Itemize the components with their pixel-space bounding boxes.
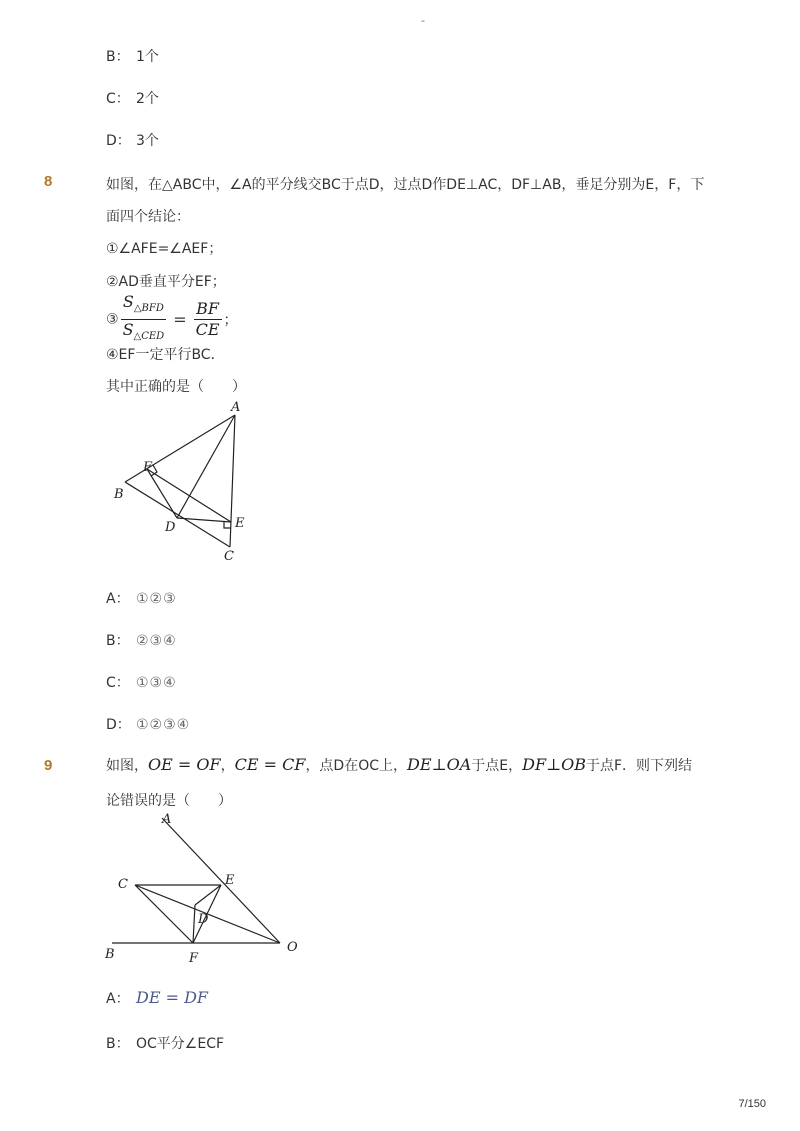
label-b: B — [105, 947, 115, 962]
option-value: ①③④ — [136, 675, 177, 691]
q9-stem-line1 — [106, 755, 692, 775]
q8-question: 其中正确的是（ ） — [106, 379, 246, 395]
q9-option-a[interactable] — [106, 988, 208, 1008]
label-c: C — [224, 549, 234, 564]
area-ratio-fraction — [121, 293, 167, 346]
label-f: F — [143, 460, 153, 475]
conclusion-3-prefix: ③ — [106, 311, 119, 328]
q8-option-b[interactable] — [106, 630, 177, 650]
q9-text-1: 如图， — [106, 758, 148, 774]
label-e: E — [225, 873, 235, 888]
label-f: F — [189, 951, 199, 966]
option-value: ①②③ — [136, 591, 177, 607]
option-label: D： — [106, 133, 131, 149]
frac-den-s: S — [122, 320, 134, 340]
option-label: D： — [106, 717, 131, 733]
frac-den-ce: CE — [195, 320, 220, 340]
segment-ad — [177, 415, 235, 518]
segment-cf — [135, 885, 193, 943]
q8-triangle-figure — [100, 395, 270, 570]
q8-option-c[interactable] — [106, 672, 177, 692]
q9-math-de-oa: DE⊥OA — [407, 755, 472, 774]
label-a: A — [231, 400, 241, 415]
segment-bc — [125, 482, 230, 547]
option-label: B： — [106, 49, 130, 65]
q7-option-d[interactable] — [106, 130, 159, 150]
q8-option-a[interactable] — [106, 588, 177, 608]
q7-option-b[interactable] — [106, 46, 159, 66]
q8-option-d[interactable] — [106, 714, 190, 734]
q8-conclusion-2: ②AD垂直平分EF； — [106, 274, 226, 290]
ray-oa — [162, 818, 280, 943]
page-number: 7/150 — [738, 1098, 766, 1110]
option-value: 1个 — [136, 49, 159, 65]
question-number-8: 8 — [44, 173, 53, 190]
option-value: 2个 — [136, 91, 159, 107]
label-e: E — [235, 516, 245, 531]
q9-math-df-ob: DF⊥OB — [522, 755, 586, 774]
q8-stem-line1: 如图，在△ABC中，∠A的平分线交BC于点D，过点D作DE⊥AC，DF⊥AB，垂足分别为E，F，下 — [106, 177, 705, 193]
option-label: C： — [106, 91, 130, 107]
q9-math-oe-of: OE = OF — [148, 755, 221, 774]
q8-conclusion-3 — [106, 293, 238, 346]
option-label: A： — [106, 591, 130, 607]
label-a: A — [162, 812, 172, 827]
q9-text-2: ， — [220, 758, 235, 774]
q9-stem-line2: 论错误的是（ ） — [106, 793, 232, 809]
q8-conclusion-4: ④EF一定平行BC． — [106, 347, 225, 363]
option-value: OC平分∠ECF — [136, 1036, 225, 1052]
conclusion-3-suffix: ； — [223, 312, 238, 329]
option-label: A： — [106, 991, 130, 1007]
q9-text-5: 于点F．则下列结 — [585, 758, 693, 774]
segment-ab — [125, 415, 235, 482]
label-c: C — [118, 877, 128, 892]
q9-option-b[interactable] — [106, 1033, 224, 1053]
option-value: ①②③④ — [136, 717, 191, 733]
q9-math-ce-cf: CE = CF — [234, 755, 306, 774]
q9-text-4: 于点E， — [471, 758, 523, 774]
segment-de — [177, 518, 231, 522]
q8-conclusion-1: ①∠AFE=∠AEF； — [106, 241, 223, 257]
q7-option-c[interactable] — [106, 88, 159, 108]
frac-num-s: S — [122, 292, 134, 311]
question-number-9: 9 — [44, 757, 53, 774]
option-label: B： — [106, 633, 130, 649]
frac-den-sub: △CED — [133, 331, 165, 343]
label-d: D — [198, 912, 209, 927]
option-value: DE = DF — [136, 988, 209, 1007]
label-o: O — [287, 940, 298, 955]
label-b: B — [114, 487, 124, 502]
q9-angle-figure — [100, 810, 310, 970]
side-ratio-fraction — [194, 300, 222, 339]
q9-text-3: ，点D在OC上， — [305, 758, 408, 774]
segment-fe — [147, 469, 231, 522]
equals-sign: = — [173, 310, 187, 330]
segment-df — [193, 905, 195, 943]
frac-num-sub: △BFD — [133, 303, 164, 315]
q8-stem-line2: 面四个结论： — [106, 209, 190, 225]
header-mark: - — [421, 14, 425, 27]
option-value: 3个 — [136, 133, 159, 149]
option-value: ②③④ — [136, 633, 177, 649]
label-d: D — [165, 520, 176, 535]
frac-num-bf: BF — [194, 300, 222, 320]
option-label: B： — [106, 1036, 130, 1052]
segment-de — [195, 885, 221, 905]
option-label: C： — [106, 675, 130, 691]
